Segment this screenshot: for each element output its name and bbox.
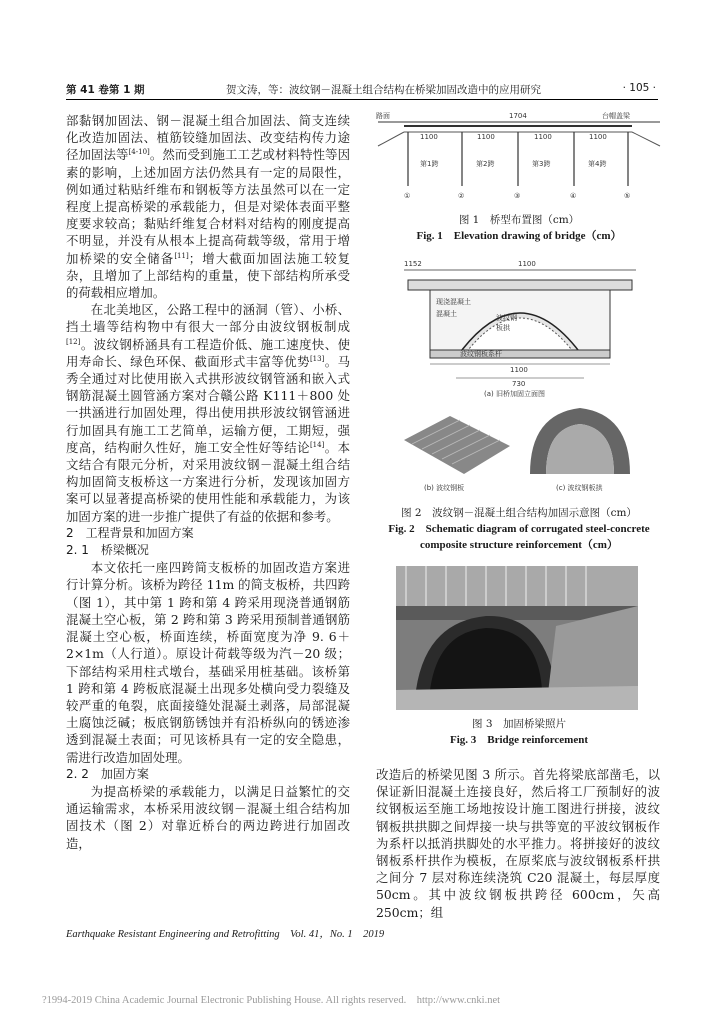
svg-text:(c) 波纹钢板拱: (c) 波纹钢板拱 <box>556 484 603 492</box>
svg-text:1100: 1100 <box>589 133 607 141</box>
svg-text:波纹钢板系杆: 波纹钢板系杆 <box>460 350 502 358</box>
right-column <box>376 766 660 921</box>
figure-1-caption: 图 1 桥型布置图（cm） Fig. 1 Elevation drawing of bridge（cm） <box>416 214 622 242</box>
svg-text:第4跨: 第4跨 <box>588 160 607 168</box>
left-column <box>66 112 350 852</box>
paragraph-2: 在北美地区，公路工程中的涵洞（管）、小桥、挡土墙等结构物中有很大一部分由波纹钢板制成[12]。波纹钢桥涵具有工程造价低、施工速度快、使用寿命长、绿色环保、截面形式丰富等优势[13]。马秀全通过对比使用嵌入式拱形波纹钢管涵和嵌入式钢筋混凝土圆管涵方案对合赣公路 K111＋800 处一拱涵进行加固处理，得出使用拱形波纹钢管涵进行加固具有施工工艺简单，运输方便，工期短，强度高，结构耐久性好，施工安全性好等结论[14]。本文结合有限元分析，对采用波纹钢－混凝土组合结构加固简支板桥这一方案进行分析，发现该加固方案可以显著提高桥梁的使用性能和承载能力，为该加固方案的进一步推广提供了有益的依据和参考。 <box>66 302 351 524</box>
figure-2-schematic <box>400 258 640 498</box>
svg-text:现浇混凝土: 现浇混凝土 <box>436 298 471 306</box>
figure-2-caption: 图 2 波纹钢－混凝土组合结构加固示意图（cm） Fig. 2 Schematic diagram of corrugated steel-concrete composite structure reinforcement（cm） <box>388 507 650 551</box>
paragraph-3: 本文依托一座四跨简支板桥的加固改造方案进行计算分析。该桥为跨径 11m 的简支板桥，共四跨（图 1），其中第 1 跨和第 4 跨采用现浇普通钢筋混凝土空心板，第 2 跨和第 3 跨采用预制普通钢筋混凝土空心板，桥面连续，桥面宽度为净 9. 6＋2×1m（人行道）。原设计荷载等级为汽－20 级；下部结构采用柱式墩台，基础采用桩基础。该桥第 1 跨和第 4 跨板底混凝土出现多处横向受力裂缝及较严重的龟裂，底面接缝处混凝土剥落，局部混凝土腐蚀泛碱；板底钢筋锈蚀并有沿桥纵向的锈迹渗透到混凝土表面；可见该桥具有一定的安全隐患，需进行改造加固处理。 <box>66 560 350 765</box>
journal-volume: 第 41 卷第 1 期 <box>66 84 145 96</box>
svg-text:路面: 路面 <box>376 112 390 120</box>
page-number: · 105 · <box>622 82 656 94</box>
svg-text:第1跨: 第1跨 <box>420 160 439 168</box>
header-rule <box>66 99 658 100</box>
svg-text:1704: 1704 <box>509 112 527 120</box>
svg-text:730: 730 <box>512 380 526 388</box>
svg-text:波纹钢: 波纹钢 <box>496 314 517 322</box>
svg-text:②: ② <box>458 192 465 200</box>
svg-text:1152: 1152 <box>404 260 422 268</box>
svg-text:板拱: 板拱 <box>496 324 510 332</box>
svg-text:第3跨: 第3跨 <box>532 160 551 168</box>
svg-text:1100: 1100 <box>534 133 552 141</box>
svg-text:(a) 旧桥加固立面图: (a) 旧桥加固立面图 <box>484 390 545 398</box>
svg-text:混凝土: 混凝土 <box>436 310 457 318</box>
svg-text:台帽盖梁: 台帽盖梁 <box>602 112 630 120</box>
svg-text:(b) 波纹钢板: (b) 波纹钢板 <box>424 484 465 492</box>
figure-1-elevation <box>374 106 664 204</box>
journal-footer: Earthquake Resistant Engineering and Retrofitting Vol. 41，No. 1 2019 <box>66 929 385 940</box>
section-2-2-heading: 2. 2 加固方案 <box>66 766 149 781</box>
paragraph-4: 为提高桥梁的承载能力，以满足日益繁忙的交通运输需求，本桥采用波纹钢－混凝土组合结构加固技术（图 2）对靠近桥台的两边跨进行加固改造， <box>66 783 350 851</box>
page-header <box>66 82 656 98</box>
svg-text:⑤: ⑤ <box>624 192 631 200</box>
paragraph-5: 改造后的桥梁见图 3 所示。首先将梁底部凿毛，以保证新旧混凝土连接良好，然后将工厂预制好的波纹钢板运至施工场地按设计施工图进行拼接，波纹钢板拱拱脚之间焊接一块与拱等宽的平波纹钢板作为系杆以抵消拱脚处的水平推力。将拼接好的波纹钢板系杆拱作为模板，在原桨底与波纹钢板系杆拱之间分 7 层对称连续浇筑 C20 混凝土，每层厚度 50cm。其中波纹钢板拱跨径 600cm，矢高 250cm；组 <box>376 767 660 920</box>
copyright-footer: ?1994-2019 China Academic Journal Electronic Publishing House. All rights reserved. http://www.cnki.net <box>42 995 501 1006</box>
paragraph-1: 部黏钢加固法、钢－混凝土组合加固法、简支连续化改造加固法、植筋铰缝加固法、改变结构传力途径加固法等[4-10]。然而受到施工工艺或材料特性等因素的影响，上述加固方法仍然具有一定的局限性，例如通过粘贴纤维布和钢板等方法虽然可以在一定程度上提高桥梁的承载能力，但是对梁体表面平整度要求较高；黏贴纤维复合材料对结构的刚度提高不明显，并没有从根本上提高荷载等级，常用于增加桥梁的安全储备[11]；增大截面加固法施工较复杂，且增加了上部结构的重量，使下部结构所承受的荷载相应增加。 <box>66 113 351 301</box>
section-2-1-heading: 2. 1 桥梁概况 <box>66 543 149 558</box>
svg-text:第2跨: 第2跨 <box>476 160 495 168</box>
svg-text:④: ④ <box>570 192 577 200</box>
svg-text:③: ③ <box>514 192 521 200</box>
section-2-heading: 2 工程背景和加固方案 <box>66 525 194 540</box>
figure-3-photo <box>396 566 638 710</box>
svg-text:1100: 1100 <box>510 366 528 374</box>
svg-text:1100: 1100 <box>477 133 495 141</box>
figure-3-caption: 图 3 加固桥梁照片 Fig. 3 Bridge reinforcement <box>450 718 588 746</box>
svg-text:1100: 1100 <box>420 133 438 141</box>
svg-text:①: ① <box>404 192 411 200</box>
svg-text:1100: 1100 <box>518 260 536 268</box>
running-title: 贺文涛，等：波纹钢－混凝土组合结构在桥梁加固改造中的应用研究 <box>226 84 541 96</box>
